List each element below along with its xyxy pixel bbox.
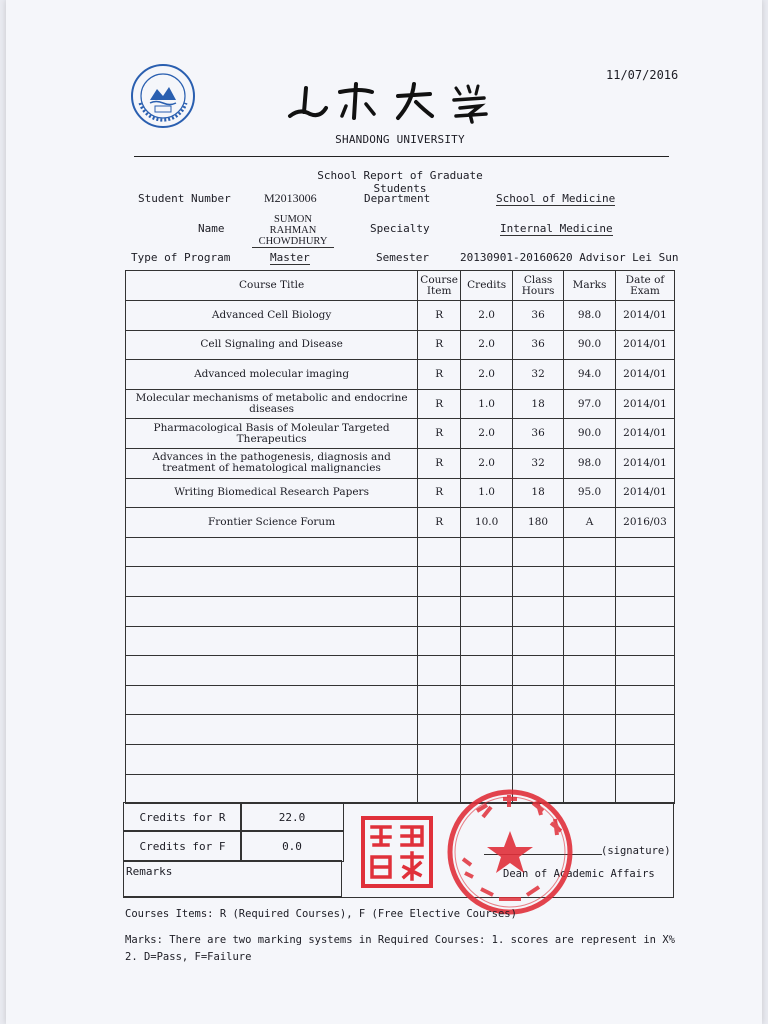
program-type-value: Master: [270, 251, 310, 264]
table-row: [126, 301, 675, 331]
table-row: [126, 478, 675, 508]
table-row: [126, 389, 675, 419]
signature-label: (signature): [601, 845, 671, 857]
student-number-label: Student Number: [138, 192, 231, 205]
empty-row: [126, 626, 675, 656]
student-name-line1: SUMON RAHMAN: [269, 214, 317, 236]
course-hours: 32: [513, 448, 564, 478]
course-item: R: [418, 419, 461, 449]
course-item: R: [418, 508, 461, 538]
header-class-hours: Class Hours: [513, 271, 564, 301]
table-row: [126, 360, 675, 390]
issue-date: 11/07/2016: [606, 68, 679, 82]
credits-r-value: 22.0: [240, 802, 344, 832]
course-marks: 94.0: [564, 360, 616, 390]
marks-note-line2: 2. D=Pass, F=Failure: [125, 951, 252, 963]
course-item: R: [418, 478, 461, 508]
dean-label: Dean of Academic Affairs: [503, 868, 655, 880]
course-hours: 18: [513, 389, 564, 419]
course-hours: 180: [513, 508, 564, 538]
empty-row: [126, 537, 675, 567]
empty-row: [126, 567, 675, 597]
course-title: Cell Signaling and Disease: [126, 330, 418, 360]
empty-row: [126, 715, 675, 745]
report-title: School Report of Graduate Students: [317, 169, 483, 195]
course-title: Advanced molecular imaging: [126, 360, 418, 390]
credits-f-value: 0.0: [240, 830, 344, 862]
header-credits: Credits: [461, 271, 513, 301]
department-label: Department: [364, 192, 431, 205]
course-marks: 90.0: [564, 330, 616, 360]
course-item: R: [418, 360, 461, 390]
semester-advisor-value: 20130901-20160620 Advisor Lei Sun: [460, 251, 679, 264]
student-name: [252, 214, 334, 248]
credits-r-label: Credits for R: [123, 802, 242, 832]
empty-row: [126, 596, 675, 626]
course-item: R: [418, 389, 461, 419]
course-credits: 2.0: [461, 301, 513, 331]
course-marks: 98.0: [564, 301, 616, 331]
course-date: 2014/01: [615, 360, 674, 390]
table-header-row: [126, 271, 675, 301]
course-date: 2016/03: [615, 508, 674, 538]
course-hours: 36: [513, 301, 564, 331]
red-round-seal-icon: [443, 787, 577, 917]
course-hours: 36: [513, 330, 564, 360]
course-marks: 90.0: [564, 419, 616, 449]
course-credits: 2.0: [461, 360, 513, 390]
header-course-title: Course Title: [126, 271, 418, 301]
table-row: [126, 448, 675, 478]
course-date: 2014/01: [615, 389, 674, 419]
course-credits: 1.0: [461, 389, 513, 419]
student-number-value: M2013006: [264, 191, 317, 205]
course-marks: A: [564, 508, 616, 538]
university-name: SHANDONG UNIVERSITY: [335, 133, 465, 146]
course-items-note: Courses Items: R (Required Courses), F (Free Elective Courses): [125, 908, 517, 920]
empty-row: [126, 774, 675, 804]
course-credits: 1.0: [461, 478, 513, 508]
specialty-value: Internal Medicine: [500, 222, 613, 235]
table-row: [126, 508, 675, 538]
empty-row: [126, 744, 675, 774]
course-item: R: [418, 301, 461, 331]
course-title: Pharmacological Basis of Moleular Targeted Therapeutics: [126, 419, 418, 449]
course-marks: 97.0: [564, 389, 616, 419]
course-item: R: [418, 330, 461, 360]
course-credits: 2.0: [461, 448, 513, 478]
university-logo: [130, 63, 196, 129]
table-row: [126, 330, 675, 360]
course-title: Molecular mechanisms of metabolic and endocrine diseases: [126, 389, 418, 419]
course-credits: 10.0: [461, 508, 513, 538]
course-hours: 32: [513, 360, 564, 390]
table-row: [126, 419, 675, 449]
program-type-label: Type of Program: [131, 251, 231, 264]
empty-row: [126, 656, 675, 686]
header-divider: [134, 156, 669, 157]
course-title: Frontier Science Forum: [126, 508, 418, 538]
header-exam-date: Date of Exam: [615, 271, 674, 301]
semester-label: Semester: [376, 251, 429, 264]
course-marks: 95.0: [564, 478, 616, 508]
grades-table: [125, 270, 675, 804]
course-hours: 18: [513, 478, 564, 508]
specialty-label: Specialty: [370, 222, 430, 235]
header-marks: Marks: [564, 271, 616, 301]
credits-f-label: Credits for F: [123, 830, 242, 862]
course-title: Advances in the pathogenesis, diagnosis and treatment of hematological malignancies: [126, 448, 418, 478]
red-square-seal-icon: [360, 815, 434, 889]
course-title: Advanced Cell Biology: [126, 301, 418, 331]
course-item: R: [418, 448, 461, 478]
course-date: 2014/01: [615, 330, 674, 360]
department-value: School of Medicine: [496, 192, 616, 205]
header-course-item: Course Item: [418, 271, 461, 301]
course-credits: 2.0: [461, 330, 513, 360]
course-hours: 36: [513, 419, 564, 449]
course-credits: 2.0: [461, 419, 513, 449]
course-date: 2014/01: [615, 301, 674, 331]
marks-note-line1: Marks: There are two marking systems in Required Courses: 1. scores are represent in X%: [125, 934, 675, 946]
calligraphy-university-name: [280, 78, 500, 126]
name-label: Name: [198, 222, 225, 235]
course-date: 2014/01: [615, 419, 674, 449]
course-date: 2014/01: [615, 448, 674, 478]
course-title: Writing Biomedical Research Papers: [126, 478, 418, 508]
course-date: 2014/01: [615, 478, 674, 508]
student-name-line2: CHOWDHURY: [252, 236, 334, 248]
course-marks: 98.0: [564, 448, 616, 478]
remarks-label: Remarks: [123, 860, 342, 897]
empty-row: [126, 685, 675, 715]
